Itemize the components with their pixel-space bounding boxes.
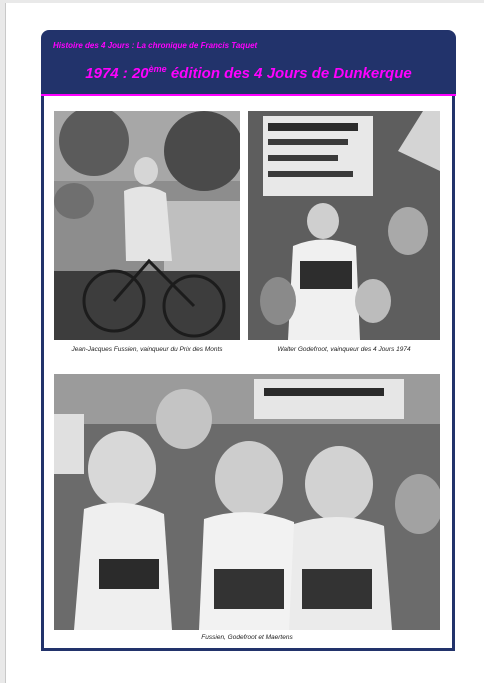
series-title: Histoire des 4 Jours : La chronique de Francis Taquet	[53, 41, 258, 50]
photo-godefroot-podium	[248, 111, 440, 340]
caption-photo-3: Fussien, Godefroot et Maertens	[201, 634, 293, 641]
caption-photo-1: Jean-Jacques Fussien, vainqueur du Prix des Monts	[71, 346, 223, 353]
photo-fussien-bike	[54, 111, 240, 340]
title-suffix: édition des 4 Jours de Dunkerque	[166, 65, 412, 82]
page-title	[41, 64, 456, 82]
photo-three-riders	[54, 374, 440, 630]
title-superscript: ème	[148, 64, 167, 74]
header-banner	[41, 30, 456, 94]
title-prefix: 1974 : 20	[85, 65, 149, 82]
caption-photo-2: Walter Godefroot, vainqueur des 4 Jours 1974	[277, 346, 411, 353]
